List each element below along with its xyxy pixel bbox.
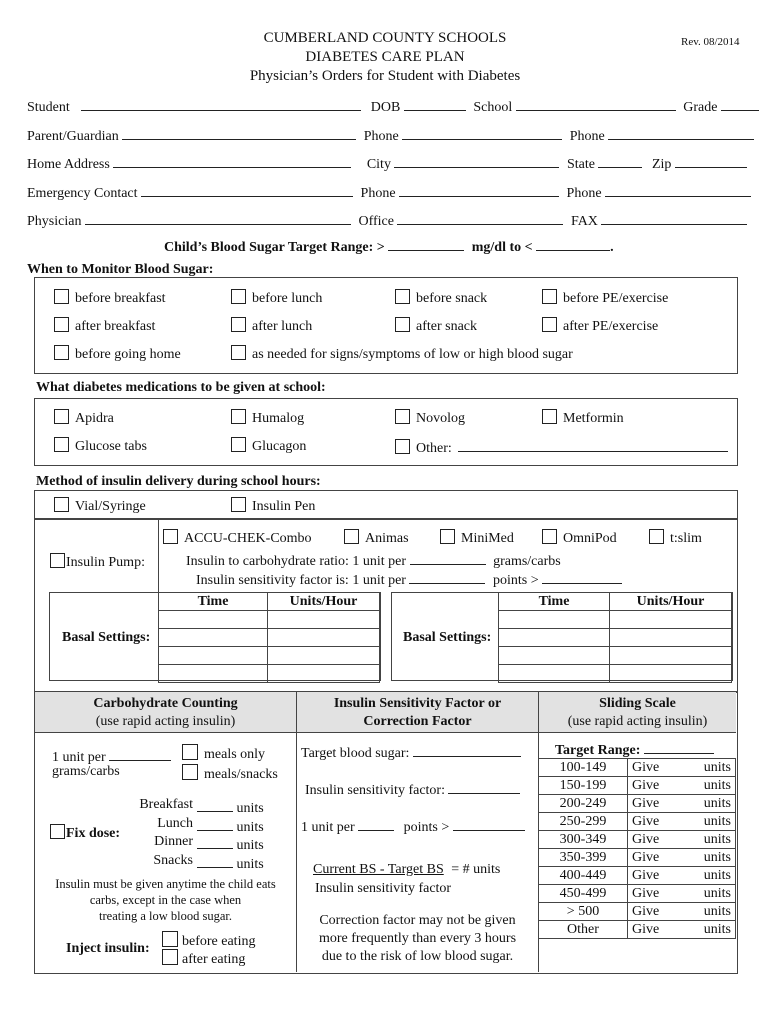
units-cell[interactable]: units bbox=[681, 921, 735, 939]
checkbox[interactable] bbox=[182, 764, 198, 780]
vial-syringe-option[interactable] bbox=[54, 497, 146, 515]
grade-label: Grade bbox=[683, 100, 718, 115]
give-cell: Give bbox=[628, 813, 682, 831]
med-apidra[interactable] bbox=[54, 409, 114, 427]
office-field[interactable] bbox=[397, 210, 563, 225]
sliding-row bbox=[539, 867, 736, 885]
option-label: before breakfast bbox=[75, 291, 166, 306]
basal-cell[interactable] bbox=[159, 629, 268, 647]
basal-cell[interactable] bbox=[499, 647, 610, 665]
fax-field[interactable] bbox=[601, 210, 747, 225]
target-range-label: Child’s Blood Sugar Target Range: > bbox=[164, 240, 385, 255]
units-cell[interactable]: units bbox=[681, 831, 735, 849]
checkbox[interactable] bbox=[50, 824, 65, 839]
checkbox[interactable] bbox=[231, 437, 246, 452]
checkbox[interactable] bbox=[344, 529, 359, 544]
monitor-as-needed[interactable] bbox=[231, 345, 573, 363]
sliding-row bbox=[539, 777, 736, 795]
carb-unit-per-field[interactable] bbox=[109, 746, 171, 761]
target-high-field[interactable] bbox=[536, 236, 610, 251]
units-label: units bbox=[236, 857, 264, 872]
isf-points-label: points > bbox=[403, 820, 450, 835]
state-label: State bbox=[566, 157, 595, 172]
meal-breakfast-label: Breakfast bbox=[139, 797, 193, 812]
warning-1: Correction factor may not be given bbox=[319, 913, 516, 928]
pump-minimed[interactable] bbox=[440, 529, 514, 547]
address-field[interactable] bbox=[113, 153, 351, 168]
phone-field-2[interactable] bbox=[608, 125, 754, 140]
basal-cell[interactable] bbox=[159, 611, 268, 629]
isf-field[interactable] bbox=[448, 779, 520, 794]
formula-row bbox=[313, 862, 500, 878]
checkbox[interactable] bbox=[542, 317, 557, 332]
option-label: after PE/exercise bbox=[563, 319, 659, 334]
monitor-before-snack[interactable] bbox=[395, 289, 487, 307]
isf-row bbox=[305, 779, 520, 799]
carb-unit-per-label: 1 unit per bbox=[52, 750, 106, 765]
option-label: after breakfast bbox=[75, 319, 156, 334]
checkbox[interactable] bbox=[182, 744, 198, 760]
give-cell: Give bbox=[628, 759, 682, 777]
target-bs-label: Target blood sugar: bbox=[301, 746, 410, 761]
revision-date: Rev. 08/2014 bbox=[681, 36, 740, 48]
emergency-phone-label-2: Phone bbox=[566, 186, 602, 201]
checkbox[interactable] bbox=[231, 497, 246, 512]
units-cell[interactable]: units bbox=[681, 777, 735, 795]
pump-tslim[interactable] bbox=[649, 529, 702, 547]
physician-label: Physician bbox=[27, 214, 82, 229]
monitor-after-snack[interactable] bbox=[395, 317, 477, 335]
basal-cell[interactable] bbox=[499, 629, 610, 647]
formula-equals: = # units bbox=[451, 862, 501, 877]
breakfast-units bbox=[197, 797, 264, 817]
give-cell: Give bbox=[628, 921, 682, 939]
med-other-field[interactable] bbox=[458, 437, 728, 452]
target-range-mid: mg/dl to < bbox=[471, 240, 533, 255]
monitor-title: When to Monitor Blood Sugar: bbox=[27, 262, 214, 277]
checkbox[interactable] bbox=[163, 529, 178, 544]
sliding-row bbox=[539, 885, 736, 903]
range-cell: 450-499 bbox=[539, 885, 628, 903]
basal-cell[interactable] bbox=[610, 629, 732, 647]
option-label: Vial/Syringe bbox=[75, 499, 146, 514]
sliding-target-field[interactable] bbox=[644, 739, 714, 754]
units-label: units bbox=[236, 820, 264, 835]
give-cell: Give bbox=[628, 885, 682, 903]
med-humalog[interactable] bbox=[231, 409, 304, 427]
carb-grams-label: grams/carbs bbox=[52, 764, 120, 779]
basal-cell[interactable] bbox=[159, 647, 268, 665]
monitor-after-pe[interactable] bbox=[542, 317, 658, 335]
physician-field[interactable] bbox=[85, 210, 351, 225]
checkbox[interactable] bbox=[54, 345, 69, 360]
basal-cell[interactable] bbox=[610, 647, 732, 665]
option-label: Humalog bbox=[252, 411, 305, 426]
lunch-field[interactable] bbox=[197, 816, 233, 831]
option-label: Fix dose: bbox=[66, 826, 121, 841]
sliding-scale-table bbox=[538, 758, 736, 939]
option-label: after snack bbox=[416, 319, 478, 334]
fix-dose-option[interactable] bbox=[50, 824, 120, 842]
sliding-title: Sliding Scale bbox=[599, 696, 676, 711]
office-label: Office bbox=[358, 214, 394, 229]
target-bs-row bbox=[301, 742, 521, 762]
range-cell: 100-149 bbox=[539, 759, 628, 777]
carb-title: Carbohydrate Counting bbox=[93, 696, 238, 711]
phone-label: Phone bbox=[363, 129, 399, 144]
option-label: ACCU-CHEK-Combo bbox=[184, 531, 312, 546]
checkbox[interactable] bbox=[54, 317, 69, 332]
col-units: Units/Hour bbox=[610, 593, 732, 611]
emergency-row bbox=[27, 182, 751, 202]
sliding-row bbox=[539, 921, 736, 939]
option-label: OmniPod bbox=[563, 531, 617, 546]
checkbox[interactable] bbox=[50, 553, 65, 568]
range-cell: 400-449 bbox=[539, 867, 628, 885]
checkbox[interactable] bbox=[231, 345, 246, 360]
dosing-divider-1 bbox=[296, 691, 297, 972]
isf-points-field[interactable] bbox=[453, 816, 525, 831]
sliding-row bbox=[539, 813, 736, 831]
pump-accu-chek[interactable] bbox=[163, 529, 312, 547]
emergency-field[interactable] bbox=[141, 182, 353, 197]
formula-numerator: Current BS - Target BS bbox=[313, 862, 444, 877]
grade-field[interactable] bbox=[721, 96, 759, 111]
meal-dinner-label: Dinner bbox=[154, 834, 193, 849]
carb-unit-per-row bbox=[52, 746, 171, 766]
sliding-row bbox=[539, 849, 736, 867]
emergency-phone-field-2[interactable] bbox=[605, 182, 751, 197]
sensitivity-points-field[interactable] bbox=[542, 569, 622, 584]
carb-ratio-unit: grams/carbs bbox=[493, 554, 561, 569]
sliding-subtitle: (use rapid acting insulin) bbox=[567, 714, 708, 729]
med-glucose-tabs[interactable] bbox=[54, 437, 147, 455]
carb-ratio-label: Insulin to carbohydrate ratio: 1 unit per bbox=[186, 554, 407, 569]
option-label: Animas bbox=[365, 531, 409, 546]
sliding-row bbox=[539, 759, 736, 777]
range-cell: > 500 bbox=[539, 903, 628, 921]
option-label: Metformin bbox=[563, 411, 624, 426]
sliding-row bbox=[539, 795, 736, 813]
target-range-end: . bbox=[610, 240, 614, 255]
basal-label-right: Basal Settings: bbox=[403, 630, 492, 645]
units-label: units bbox=[236, 838, 264, 853]
checkbox[interactable] bbox=[395, 289, 410, 304]
checkbox[interactable] bbox=[54, 497, 69, 512]
delivery-title: Method of insulin delivery during school hours: bbox=[36, 474, 321, 489]
dosing-header-divider bbox=[34, 732, 736, 733]
checkbox[interactable] bbox=[231, 289, 246, 304]
meals-snacks-option[interactable] bbox=[182, 764, 278, 783]
checkbox[interactable] bbox=[54, 289, 69, 304]
parent-field[interactable] bbox=[122, 125, 356, 140]
insulin-pen-option[interactable] bbox=[231, 497, 315, 515]
pump-omnipod[interactable] bbox=[542, 529, 617, 547]
city-label: City bbox=[366, 157, 391, 172]
form-title: DIABETES CARE PLAN bbox=[305, 49, 465, 65]
checkbox[interactable] bbox=[440, 529, 455, 544]
basal-cell[interactable] bbox=[268, 611, 380, 629]
checkbox[interactable] bbox=[542, 529, 557, 544]
give-cell: Give bbox=[628, 795, 682, 813]
option-label: Glucagon bbox=[252, 439, 307, 454]
sliding-target-row bbox=[555, 739, 714, 759]
sliding-row bbox=[539, 831, 736, 849]
range-cell: 350-399 bbox=[539, 849, 628, 867]
snacks-field[interactable] bbox=[197, 853, 233, 868]
checkbox[interactable] bbox=[231, 409, 246, 424]
school-name: CUMBERLAND COUNTY SCHOOLS bbox=[263, 30, 507, 46]
basal-cell[interactable] bbox=[268, 629, 380, 647]
carb-note-2: carbs, except in the case when bbox=[89, 893, 242, 907]
sliding-row bbox=[539, 903, 736, 921]
school-label: School bbox=[473, 100, 513, 115]
sensitivity-factor-field[interactable] bbox=[409, 569, 485, 584]
checkbox[interactable] bbox=[542, 289, 557, 304]
give-cell: Give bbox=[628, 867, 682, 885]
zip-label: Zip bbox=[651, 157, 672, 172]
option-label: Insulin Pen bbox=[252, 499, 316, 514]
warning-3: due to the risk of low blood sugar. bbox=[321, 949, 514, 964]
units-cell[interactable]: units bbox=[681, 813, 735, 831]
meal-snacks-label: Snacks bbox=[153, 853, 193, 868]
option-label: before PE/exercise bbox=[563, 291, 669, 306]
monitor-before-lunch[interactable] bbox=[231, 289, 322, 307]
meal-lunch-label: Lunch bbox=[157, 816, 193, 831]
target-bs-field[interactable] bbox=[413, 742, 521, 757]
give-cell: Give bbox=[628, 777, 682, 795]
monitor-after-breakfast[interactable] bbox=[54, 317, 155, 335]
checkbox[interactable] bbox=[54, 409, 69, 424]
carb-ratio-row bbox=[186, 550, 561, 570]
give-cell: Give bbox=[628, 831, 682, 849]
option-label: Apidra bbox=[75, 411, 114, 426]
checkbox[interactable] bbox=[649, 529, 664, 544]
emergency-phone-field-1[interactable] bbox=[399, 182, 559, 197]
monitor-before-breakfast[interactable] bbox=[54, 289, 166, 307]
pump-animas[interactable] bbox=[344, 529, 409, 547]
basal-cell[interactable] bbox=[499, 611, 610, 629]
basal-table-right bbox=[498, 592, 732, 683]
form-subtitle: Physician’s Orders for Student with Diabetes bbox=[249, 68, 521, 84]
checkbox[interactable] bbox=[54, 437, 69, 452]
monitor-before-home[interactable] bbox=[54, 345, 181, 363]
dinner-field[interactable] bbox=[197, 834, 233, 849]
student-field[interactable] bbox=[81, 96, 361, 111]
parent-row bbox=[27, 125, 754, 145]
emergency-label: Emergency Contact bbox=[27, 186, 138, 201]
isf-unit-field[interactable] bbox=[358, 816, 394, 831]
meds-title: What diabetes medications to be given at school: bbox=[36, 380, 326, 395]
option-label: MiniMed bbox=[461, 531, 514, 546]
physician-row bbox=[27, 210, 747, 230]
option-label: before going home bbox=[75, 347, 181, 362]
isf-unit-row bbox=[301, 816, 525, 836]
basal-cell[interactable] bbox=[268, 665, 380, 683]
units-cell[interactable]: units bbox=[681, 867, 735, 885]
option-label: after eating bbox=[182, 952, 246, 967]
sliding-target-label: Target Range: bbox=[555, 743, 641, 758]
med-other[interactable] bbox=[395, 437, 728, 457]
med-glucagon[interactable] bbox=[231, 437, 306, 455]
basal-label-left: Basal Settings: bbox=[62, 630, 151, 645]
option-label: t:slim bbox=[670, 531, 702, 546]
range-cell: 150-199 bbox=[539, 777, 628, 795]
checkbox[interactable] bbox=[162, 931, 178, 947]
student-label: Student bbox=[27, 100, 70, 115]
phone-label-2: Phone bbox=[569, 129, 605, 144]
target-range-row bbox=[164, 236, 614, 256]
option-label: as needed for signs/symptoms of low or high blood sugar bbox=[252, 347, 573, 362]
checkbox[interactable] bbox=[231, 317, 246, 332]
range-cell: Other bbox=[539, 921, 628, 939]
school-field[interactable] bbox=[516, 96, 676, 111]
dinner-units bbox=[197, 834, 264, 854]
units-cell[interactable]: units bbox=[681, 759, 735, 777]
col-time: Time bbox=[499, 593, 610, 611]
units-cell[interactable]: units bbox=[681, 885, 735, 903]
med-novolog[interactable] bbox=[395, 409, 465, 427]
insulin-pump-option[interactable] bbox=[50, 553, 145, 571]
address-row bbox=[27, 153, 747, 173]
state-field[interactable] bbox=[598, 153, 642, 168]
option-label: after lunch bbox=[252, 319, 313, 334]
units-cell[interactable]: units bbox=[681, 849, 735, 867]
pump-divider bbox=[158, 518, 159, 593]
carb-note-1: Insulin must be given anytime the child eats bbox=[55, 877, 276, 891]
basal-cell[interactable] bbox=[268, 647, 380, 665]
basal-cell[interactable] bbox=[610, 665, 732, 683]
basal-cell[interactable] bbox=[159, 665, 268, 683]
checkbox[interactable] bbox=[395, 317, 410, 332]
sensitivity-title: Insulin Sensitivity Factor or bbox=[333, 696, 502, 711]
range-cell: 200-249 bbox=[539, 795, 628, 813]
warning-2: more frequently than every 3 hours bbox=[318, 931, 517, 946]
option-label: before lunch bbox=[252, 291, 323, 306]
zip-field[interactable] bbox=[675, 153, 747, 168]
give-cell: Give bbox=[628, 849, 682, 867]
sensitivity-factor-row bbox=[196, 569, 622, 589]
basal-cell[interactable] bbox=[499, 665, 610, 683]
option-label: meals only bbox=[204, 747, 266, 762]
option-label: Other: bbox=[416, 441, 452, 456]
sensitivity-factor-label: Insulin sensitivity factor is: 1 unit per bbox=[196, 573, 406, 588]
option-label: before snack bbox=[416, 291, 488, 306]
units-cell[interactable]: units bbox=[681, 795, 735, 813]
emergency-phone-label: Phone bbox=[360, 186, 396, 201]
range-cell: 300-349 bbox=[539, 831, 628, 849]
option-label: before eating bbox=[182, 934, 256, 949]
basal-table-left bbox=[158, 592, 380, 683]
carb-ratio-field[interactable] bbox=[410, 550, 486, 565]
after-eating-option[interactable] bbox=[162, 949, 245, 968]
med-metformin[interactable] bbox=[542, 409, 624, 427]
dob-label: DOB bbox=[370, 100, 401, 115]
monitor-after-lunch[interactable] bbox=[231, 317, 312, 335]
lunch-units bbox=[197, 816, 264, 836]
option-label: Insulin Pump: bbox=[66, 555, 145, 570]
give-cell: Give bbox=[628, 903, 682, 921]
range-cell: 250-299 bbox=[539, 813, 628, 831]
option-label: Glucose tabs bbox=[75, 439, 147, 454]
isf-label: Insulin sensitivity factor: bbox=[305, 783, 445, 798]
city-field[interactable] bbox=[394, 153, 559, 168]
checkbox[interactable] bbox=[395, 439, 410, 454]
carb-subtitle: (use rapid acting insulin) bbox=[95, 714, 236, 729]
basal-cell[interactable] bbox=[610, 611, 732, 629]
inject-insulin-label: Inject insulin: bbox=[66, 941, 150, 956]
dob-field[interactable] bbox=[404, 96, 466, 111]
sensitivity-title-2: Correction Factor bbox=[363, 714, 472, 729]
fax-label: FAX bbox=[570, 214, 598, 229]
student-row bbox=[27, 96, 759, 116]
option-label: meals/snacks bbox=[204, 767, 278, 782]
checkbox[interactable] bbox=[162, 949, 178, 965]
isf-unit-label: 1 unit per bbox=[301, 820, 355, 835]
formula-denominator: Insulin sensitivity factor bbox=[315, 881, 452, 896]
checkbox[interactable] bbox=[542, 409, 557, 424]
carb-note-3: treating a low blood sugar. bbox=[99, 909, 232, 923]
phone-field-1[interactable] bbox=[402, 125, 562, 140]
snacks-units bbox=[197, 853, 264, 873]
option-label: Novolog bbox=[416, 411, 465, 426]
address-label: Home Address bbox=[27, 157, 110, 172]
target-low-field[interactable] bbox=[388, 236, 464, 251]
units-label: units bbox=[236, 801, 264, 816]
col-units: Units/Hour bbox=[268, 593, 380, 611]
breakfast-field[interactable] bbox=[197, 797, 233, 812]
meals-only-option[interactable] bbox=[182, 744, 265, 763]
parent-label: Parent/Guardian bbox=[27, 129, 119, 144]
units-cell[interactable]: units bbox=[681, 903, 735, 921]
monitor-before-pe[interactable] bbox=[542, 289, 668, 307]
before-eating-option[interactable] bbox=[162, 931, 255, 950]
col-time: Time bbox=[159, 593, 268, 611]
checkbox[interactable] bbox=[395, 409, 410, 424]
sensitivity-points-label: points > bbox=[492, 573, 539, 588]
